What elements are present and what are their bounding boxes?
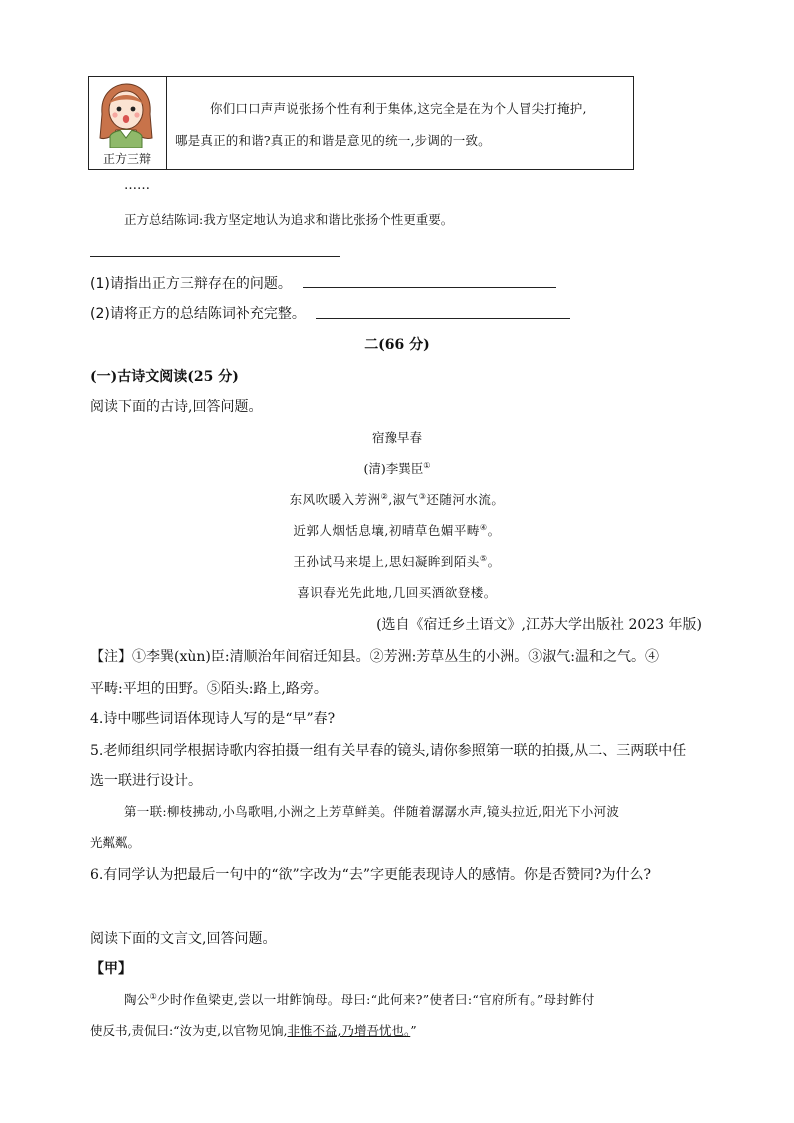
- classical-text-line-1: 陶公①少时作鱼梁吏,尝以一坩鲊饷母。母曰:“此何来?”使者曰:“官府所有。”母封鲊付: [124, 991, 595, 1007]
- poem-line-4: 喜识春光先此地,几回买酒欲登楼。: [297, 585, 497, 600]
- example-line-1: 第一联:柳枝拂动,小鸟歌唱,小洲之上芳草鲜美。伴随着潺潺水声,镜头拉近,阳光下小河波: [124, 804, 620, 819]
- poem-line-2: 近郭人烟恬息壤,初晴草色媚平畴④。: [293, 522, 501, 538]
- question-5-line-2: 选一联进行设计。: [90, 773, 202, 789]
- poem-line-3: 王孙试马来堤上,思妇凝眸到陌头⑤。: [293, 553, 501, 569]
- question-2-answer-line: [316, 318, 570, 319]
- poem-author: (清)李巽臣①: [363, 460, 431, 476]
- speaker-avatar: [92, 80, 160, 148]
- underlined-sentence: 非惟不益,乃增吾忧也。: [287, 1023, 411, 1038]
- debate-speech-line-1: 你们口口声声说张扬个性有利于集体,这完全是在为个人冒尖打掩护,: [210, 101, 587, 116]
- subsection-heading: (一)古诗文阅读(25 分): [90, 369, 239, 385]
- summary-statement: 正方总结陈词:我方坚定地认为追求和谐比张扬个性更重要。: [124, 212, 454, 227]
- debate-speech-line-2: 哪是真正的和谐?真正的和谐是意见的统一,步调的一致。: [175, 133, 491, 148]
- table-divider: [166, 76, 167, 170]
- poem-line-1: 东风吹暖入芳洲②,淑气③还随河水流。: [289, 491, 505, 507]
- answer-blank-line: [90, 256, 340, 257]
- question-6: 6.有同学认为把最后一句中的“欲”字改为“去”字更能表现诗人的感情。你是否赞同?为什么?: [90, 867, 651, 883]
- debate-table: [88, 76, 634, 170]
- poem-source: (选自《宿迁乡土语文》,江苏大学出版社 2023 年版): [376, 617, 702, 633]
- classical-text-line-2: 使反书,责侃曰:“汝为吏,以官物见饷,非惟不益,乃增吾忧也。”: [90, 1023, 417, 1038]
- example-line-2: 光粼粼。: [90, 835, 141, 850]
- notes-line-1: 【注】①李巽(xùn)臣:清顺治年间宿迁知县。②芳洲:芳草丛生的小洲。③淑气:温和之气。④: [90, 649, 660, 665]
- text-label-jia: 【甲】: [90, 961, 132, 977]
- question-1: (1)请指出正方三辩存在的问题。: [90, 276, 292, 292]
- ellipsis: ……: [124, 178, 150, 193]
- reading-instruction: 阅读下面的古诗,回答问题。: [90, 399, 263, 415]
- question-4: 4.诗中哪些词语体现诗人写的是“早”春?: [90, 711, 336, 727]
- question-1-answer-line: [303, 287, 556, 288]
- speaker-label: 正方三辩: [102, 152, 151, 166]
- notes-line-2: 平畴:平坦的田野。⑤陌头:路上,路旁。: [90, 681, 328, 697]
- reading-instruction-2: 阅读下面的文言文,回答问题。: [90, 931, 277, 947]
- section-heading: 二(66 分): [364, 337, 430, 353]
- poem-title: 宿豫早春: [371, 430, 422, 445]
- question-2: (2)请将正方的总结陈词补充完整。: [90, 306, 306, 322]
- question-5-line-1: 5.老师组织同学根据诗歌内容拍摄一组有关早春的镜头,请你参照第一联的拍摄,从二、三两联中任: [90, 743, 687, 759]
